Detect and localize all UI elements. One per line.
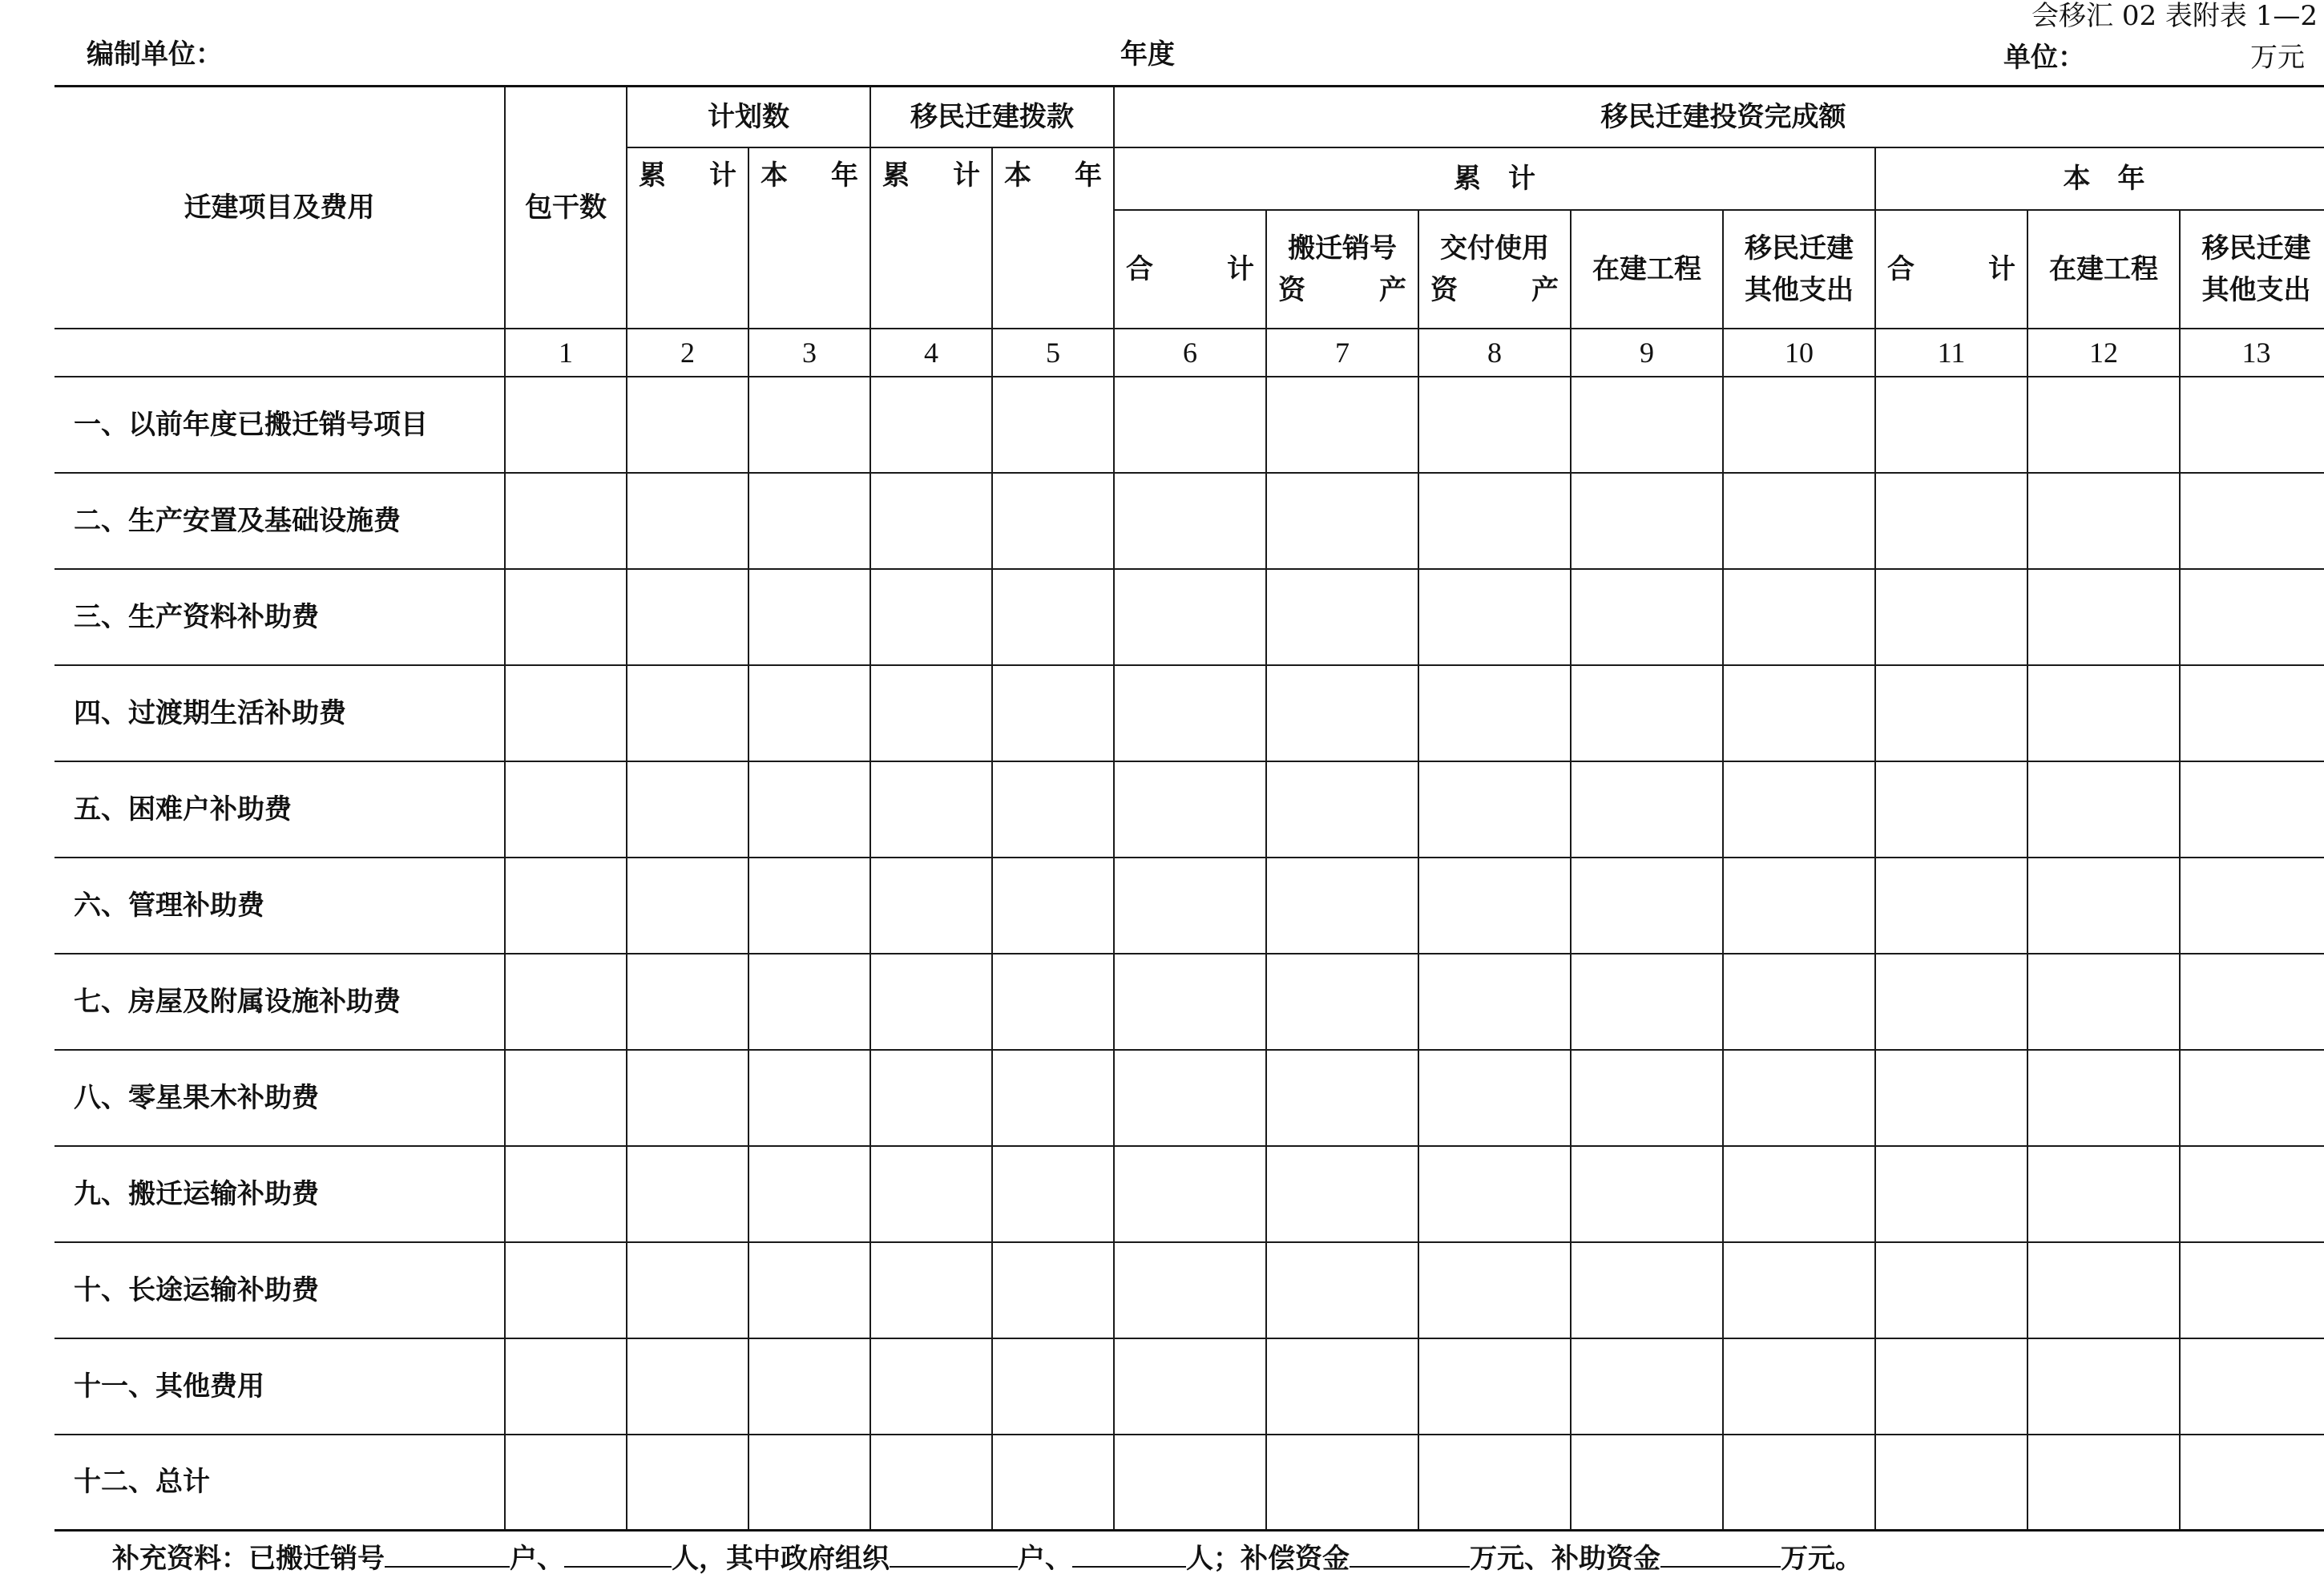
table-cell[interactable] (870, 761, 992, 858)
table-cell[interactable] (2180, 1242, 2324, 1338)
table-cell[interactable] (1114, 1050, 1266, 1146)
table-cell[interactable] (1418, 569, 1571, 665)
row-label: 八、零星果木补助费 (54, 1050, 505, 1146)
row-label: 四、过渡期生活补助费 (54, 665, 505, 761)
table-cell[interactable] (1418, 761, 1571, 858)
header-c11: 合 计 (1875, 210, 2027, 329)
table-cell[interactable] (627, 858, 748, 954)
table-row (54, 954, 2324, 1050)
table-row (54, 473, 2324, 569)
table-cell[interactable] (1571, 1242, 1723, 1338)
table-cell[interactable] (870, 1146, 992, 1242)
col-number: 5 (992, 329, 1114, 377)
supplementary-info (112, 1542, 1862, 1575)
table-cell[interactable] (748, 954, 870, 1050)
table-cell[interactable] (2180, 1338, 2324, 1435)
table-cell[interactable] (1875, 761, 2027, 858)
header-alloc-cumulative: 累 计 (870, 147, 992, 329)
table-cell[interactable] (1723, 1338, 1875, 1435)
table-cell[interactable] (870, 1242, 992, 1338)
table-cell[interactable] (505, 858, 627, 954)
header-c9: 在建工程 (1571, 210, 1723, 329)
table-cell[interactable] (870, 473, 992, 569)
table-cell[interactable] (2180, 665, 2324, 761)
header-allocation: 移民迁建拨款 (870, 87, 1114, 147)
header-plan: 计划数 (627, 87, 870, 147)
table-cell[interactable] (1114, 665, 1266, 761)
table-cell[interactable] (1571, 954, 1723, 1050)
table-cell[interactable] (1723, 1435, 1875, 1531)
unit-value: 万元 (2250, 42, 2305, 74)
table-cell[interactable] (1266, 1435, 1418, 1531)
row-label: 十、长途运输补助费 (54, 1242, 505, 1338)
table-cell[interactable] (992, 954, 1114, 1050)
row-label: 三、生产资料补助费 (54, 569, 505, 665)
table-cell[interactable] (748, 1338, 870, 1435)
table-cell[interactable] (1266, 1146, 1418, 1242)
footer-text: 万元、补助资金 (1470, 1543, 1660, 1575)
footer-prefix: 补充资料：已搬迁销号 (112, 1543, 385, 1575)
table-cell[interactable] (1723, 665, 1875, 761)
header-c7 (1266, 210, 1418, 329)
table-cell[interactable] (1418, 954, 1571, 1050)
table-cell[interactable] (627, 954, 748, 1050)
table-row (54, 1050, 2324, 1146)
table-cell[interactable] (748, 1242, 870, 1338)
col-number: 11 (1875, 329, 2027, 377)
table-cell[interactable] (1571, 1338, 1723, 1435)
table-cell[interactable] (1418, 1435, 1571, 1531)
table-cell[interactable] (748, 1435, 870, 1531)
table-cell[interactable] (748, 858, 870, 954)
header-completion: 移民迁建投资完成额 (1114, 87, 2324, 147)
table-cell[interactable] (2180, 954, 2324, 1050)
table-cell[interactable] (992, 569, 1114, 665)
table-cell[interactable] (870, 665, 992, 761)
table-cell[interactable] (992, 377, 1114, 473)
table-cell[interactable] (1723, 858, 1875, 954)
table-cell[interactable] (748, 1146, 870, 1242)
footer-text: 户、 (510, 1543, 564, 1575)
table-cell[interactable] (2180, 473, 2324, 569)
table-cell[interactable] (627, 569, 748, 665)
table-cell[interactable] (1571, 1435, 1723, 1531)
table-cell[interactable] (2027, 569, 2180, 665)
col-number: 10 (1723, 329, 1875, 377)
header-c13-line2: 其他支出 (2201, 273, 2311, 306)
col-number: 9 (1571, 329, 1723, 377)
table-cell[interactable] (627, 1146, 748, 1242)
table-row (54, 569, 2324, 665)
col-number: 13 (2180, 329, 2324, 377)
table-cell[interactable] (1114, 954, 1266, 1050)
table-cell[interactable] (1875, 1435, 2027, 1531)
row-label: 七、房屋及附属设施补助费 (54, 954, 505, 1050)
table-cell[interactable] (1266, 1338, 1418, 1435)
table-cell[interactable] (748, 1050, 870, 1146)
unit-label: 单位： (2003, 42, 2085, 74)
table-cell[interactable] (627, 1242, 748, 1338)
table-cell[interactable] (1114, 1338, 1266, 1435)
table-cell[interactable] (627, 761, 748, 858)
table-cell[interactable] (505, 1146, 627, 1242)
table-cell[interactable] (505, 1050, 627, 1146)
table-row (54, 665, 2324, 761)
table-cell[interactable] (1266, 377, 1418, 473)
table-cell[interactable] (1723, 377, 1875, 473)
row-label: 二、生产安置及基础设施费 (54, 473, 505, 569)
table-cell[interactable] (1418, 377, 1571, 473)
table-cell[interactable] (2180, 761, 2324, 858)
table-cell[interactable] (1875, 665, 2027, 761)
header-c8-line2: 资 产 (1430, 273, 1559, 306)
table-cell[interactable] (505, 377, 627, 473)
table-cell[interactable] (870, 569, 992, 665)
table-cell[interactable] (1114, 473, 1266, 569)
table-cell[interactable] (1418, 1242, 1571, 1338)
table-cell[interactable] (1571, 1146, 1723, 1242)
table-cell[interactable] (1266, 569, 1418, 665)
gov-households-field[interactable] (890, 1542, 1018, 1568)
table-cell[interactable] (1723, 473, 1875, 569)
table-row (54, 761, 2324, 858)
table-cell[interactable] (870, 377, 992, 473)
table-cell[interactable] (1571, 665, 1723, 761)
table-cell[interactable] (2180, 569, 2324, 665)
row-label: 十一、其他费用 (54, 1338, 505, 1435)
table-cell[interactable] (1266, 954, 1418, 1050)
table-cell[interactable] (2180, 1146, 2324, 1242)
table-cell[interactable] (2027, 858, 2180, 954)
table-cell[interactable] (1875, 858, 2027, 954)
header-plan-this-year: 本 年 (748, 147, 870, 329)
table-cell[interactable] (505, 761, 627, 858)
table-cell[interactable] (1875, 569, 2027, 665)
footer-text: 户、 (1018, 1543, 1072, 1575)
row-label: 五、困难户补助费 (54, 761, 505, 858)
footer-text: 万元。 (1781, 1543, 1862, 1575)
table-cell[interactable] (1571, 761, 1723, 858)
row-label: 九、搬迁运输补助费 (54, 1146, 505, 1242)
table-cell[interactable] (627, 473, 748, 569)
header-completion-this-year: 本 年 (1875, 147, 2324, 210)
table-cell[interactable] (1875, 1050, 2027, 1146)
header-alloc-this-year: 本 年 (992, 147, 1114, 329)
table-cell[interactable] (748, 761, 870, 858)
table-cell[interactable] (1875, 1338, 2027, 1435)
table-cell[interactable] (1114, 377, 1266, 473)
col-number: 1 (505, 329, 627, 377)
table-cell[interactable] (1875, 377, 2027, 473)
table-cell[interactable] (870, 954, 992, 1050)
col-number: 8 (1418, 329, 1571, 377)
table-cell[interactable] (1571, 569, 1723, 665)
table-cell[interactable] (748, 665, 870, 761)
table-cell[interactable] (2027, 954, 2180, 1050)
row-label: 六、管理补助费 (54, 858, 505, 954)
resettlement-table (54, 85, 2324, 1532)
table-row (54, 1338, 2324, 1435)
table-cell[interactable] (2027, 1146, 2180, 1242)
header-plan-cumulative: 累 计 (627, 147, 748, 329)
table-cell[interactable] (992, 1242, 1114, 1338)
col-number: 7 (1266, 329, 1418, 377)
table-row (54, 1242, 2324, 1338)
col-number-blank (54, 329, 505, 377)
table-cell[interactable] (1266, 761, 1418, 858)
table-cell[interactable] (1723, 1146, 1875, 1242)
table-cell[interactable] (627, 665, 748, 761)
table-cell[interactable] (2027, 1050, 2180, 1146)
table-cell[interactable] (1418, 1338, 1571, 1435)
form-code: 会移汇 02 表附表 1—2 (2031, 0, 2318, 32)
table-cell[interactable] (870, 1435, 992, 1531)
col-number: 3 (748, 329, 870, 377)
table-cell[interactable] (748, 473, 870, 569)
table-cell[interactable] (870, 1050, 992, 1146)
table-cell[interactable] (1723, 569, 1875, 665)
table-cell[interactable] (1418, 473, 1571, 569)
subsidy-fund-field[interactable] (1660, 1542, 1781, 1568)
table-cell[interactable] (1266, 858, 1418, 954)
header-c8 (1418, 210, 1571, 329)
header-c12: 在建工程 (2027, 210, 2180, 329)
table-cell[interactable] (2180, 858, 2324, 954)
row-label: 一、以前年度已搬迁销号项目 (54, 377, 505, 473)
table-cell[interactable] (627, 1050, 748, 1146)
table-cell[interactable] (1266, 473, 1418, 569)
table-cell[interactable] (992, 1435, 1114, 1531)
table-cell[interactable] (2180, 1435, 2324, 1531)
year-label: 年度 (1120, 38, 1175, 71)
table-cell[interactable] (992, 1050, 1114, 1146)
table-cell[interactable] (2027, 473, 2180, 569)
table-cell[interactable] (1723, 1050, 1875, 1146)
table-cell[interactable] (2027, 377, 2180, 473)
table-cell[interactable] (2180, 1050, 2324, 1146)
table-cell[interactable] (505, 954, 627, 1050)
table-cell[interactable] (1114, 1435, 1266, 1531)
table-cell[interactable] (870, 1338, 992, 1435)
header-c13-line1: 移民迁建 (2201, 232, 2311, 264)
table-row (54, 377, 2324, 473)
header-baogan: 包干数 (505, 87, 627, 329)
table-cell[interactable] (1571, 377, 1723, 473)
table-cell[interactable] (505, 569, 627, 665)
table-cell[interactable] (1114, 1146, 1266, 1242)
table-cell[interactable] (1723, 761, 1875, 858)
header-c6: 合 计 (1114, 210, 1266, 329)
table-cell[interactable] (1266, 665, 1418, 761)
table-cell[interactable] (1266, 1242, 1418, 1338)
table-cell[interactable] (2027, 1435, 2180, 1531)
table-cell[interactable] (1875, 1146, 2027, 1242)
table-cell[interactable] (627, 1338, 748, 1435)
col-number: 12 (2027, 329, 2180, 377)
table-cell[interactable] (2027, 665, 2180, 761)
col-number: 6 (1114, 329, 1266, 377)
table-cell[interactable] (1114, 569, 1266, 665)
table-cell[interactable] (1418, 1146, 1571, 1242)
households-moved-field[interactable] (385, 1542, 510, 1568)
header-c10-line2: 其他支出 (1745, 273, 1854, 306)
table-cell[interactable] (1875, 954, 2027, 1050)
table-cell[interactable] (505, 665, 627, 761)
table-cell[interactable] (2027, 1338, 2180, 1435)
table-row (54, 858, 2324, 954)
header-item: 迁建项目及费用 (54, 87, 505, 329)
col-number: 4 (870, 329, 992, 377)
col-number: 2 (627, 329, 748, 377)
table-row (54, 1146, 2324, 1242)
compensation-fund-field[interactable] (1350, 1542, 1470, 1568)
table-cell[interactable] (1418, 665, 1571, 761)
header-c10-line1: 移民迁建 (1745, 232, 1854, 264)
table-cell[interactable] (1114, 1242, 1266, 1338)
row-label: 十二、总计 (54, 1435, 505, 1531)
table-cell[interactable] (2027, 761, 2180, 858)
table-cell[interactable] (992, 858, 1114, 954)
table-body (54, 377, 2324, 1531)
compiling-unit-label: 编制单位： (87, 38, 223, 71)
gov-persons-field[interactable] (1072, 1542, 1186, 1568)
table-cell[interactable] (505, 473, 627, 569)
header-completion-cumulative: 累 计 (1114, 147, 1875, 210)
footer-text: 人，其中政府组织 (672, 1543, 890, 1575)
table-cell[interactable] (992, 1146, 1114, 1242)
table-cell[interactable] (1114, 761, 1266, 858)
table-cell[interactable] (1266, 1050, 1418, 1146)
header-c7-line1: 搬迁销号 (1288, 232, 1397, 264)
table-cell[interactable] (2180, 377, 2324, 473)
table-cell[interactable] (992, 473, 1114, 569)
footer-text: 人；补偿资金 (1186, 1543, 1350, 1575)
persons-moved-field[interactable] (564, 1542, 672, 1568)
header-c10 (1723, 210, 1875, 329)
table-cell[interactable] (1418, 1050, 1571, 1146)
table-cell[interactable] (748, 569, 870, 665)
table-cell[interactable] (992, 665, 1114, 761)
table-cell[interactable] (627, 1435, 748, 1531)
table-cell[interactable] (870, 858, 992, 954)
table-row (54, 1435, 2324, 1531)
table-cell[interactable] (1875, 1242, 2027, 1338)
header-c13 (2180, 210, 2324, 329)
table-cell[interactable] (627, 377, 748, 473)
table-cell[interactable] (505, 1435, 627, 1531)
table-cell[interactable] (1723, 954, 1875, 1050)
table-cell[interactable] (2027, 1242, 2180, 1338)
table-cell[interactable] (1571, 858, 1723, 954)
table-cell[interactable] (1114, 858, 1266, 954)
table-cell[interactable] (748, 377, 870, 473)
header-c7-line2: 资 产 (1278, 273, 1406, 306)
header-c8-line1: 交付使用 (1440, 232, 1549, 264)
table-cell[interactable] (1875, 473, 2027, 569)
table-cell[interactable] (1418, 858, 1571, 954)
table-cell[interactable] (992, 761, 1114, 858)
table-cell[interactable] (505, 1338, 627, 1435)
table-cell[interactable] (1571, 473, 1723, 569)
table-cell[interactable] (1723, 1242, 1875, 1338)
table-cell[interactable] (992, 1338, 1114, 1435)
table-cell[interactable] (1571, 1050, 1723, 1146)
table-cell[interactable] (505, 1242, 627, 1338)
